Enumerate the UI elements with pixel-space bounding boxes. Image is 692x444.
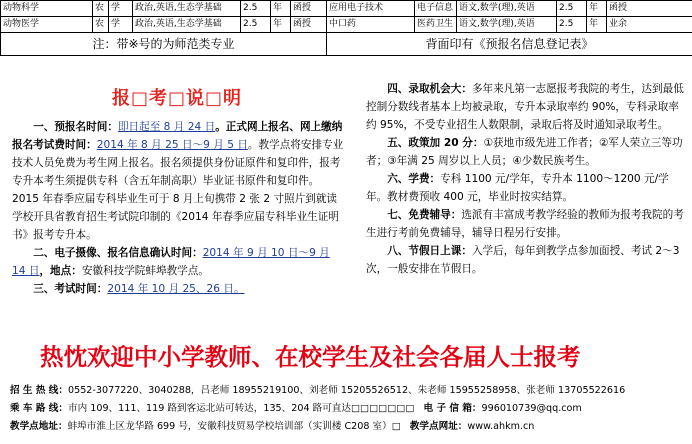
contact-hotline: 招 生 热 线：0552-3077220、3040288，吕老师 18955219100、刘老师 15205526512、朱老师 15955258958、张老师 13705522616 [10,385,626,396]
section-exam-time: 三、考试时间：2014 年 10 月 25、26 日。 [33,283,245,295]
table-note-row [1,33,692,56]
left-column [12,118,344,298]
table-row: 动物科学 农 学 政治,英语,生态学基础 2.5 年 函授 应用电子技术 电子信息 语文,数学(理),英语 2.5 年 函授 [1,1,692,17]
section-policy: 五、政策加 20 分：①获地市级先进工作者；②军人荣立三等功者；③年满 25 周岁以上人员；④少数民族考生。 [366,137,683,167]
table-note-right: 背面印有《预报名信息登记表》 [327,33,692,56]
page-title: 报□考□说□明 [112,88,243,109]
welcome-banner: 热忱欢迎中小学教师、在校学生及社会各届人士报考 [40,343,581,371]
section-tuition: 六、学费：专科 1100 元/学年，专升本 1100～1200 元/学年。教材费预收 400 元，毕业时按实结算。 [366,173,669,203]
section-photo-confirm: 二、电子摄像、报名信息确认时间：2014 年 9 月 10 日～9 月 14 日，地点：安徽科技学院蚌埠教学点。 [12,247,330,277]
table-row: 动物医学 农 学 政治,英语,生态学基础 2.5 年 函授 中口药 医药卫生 语文,数学(理),英语 2.5 年 业余 [1,17,692,33]
contact-address: 教学点地址：蚌埠市淮上区龙华路 699 号，安徽科技贸易学校培训部（实训楼 C208 室）□ 教学点网址：www.ahkm.cn [10,421,535,432]
table-note-left: 注：带※号的为师范类专业 [1,33,327,56]
major-table [0,0,692,56]
right-column [366,80,684,278]
website-link[interactable]: www.ahkm.cn [467,421,535,432]
section-holiday-classes: 八、节假日上课：入学后，每年到教学点参加面授、考试 2～3 次，一般安排在节假日。 [366,245,680,275]
section-admission: 四、录取机会大：多年来凡第一志愿报考我院的考生，达到最低控制分数线者基本上均被录取，专升本录取率约 90%，专科录取率约 95%，不受专业招生人数限制，录取后将及时通知录取考生。 [366,83,684,131]
section-registration: 一、预报名时间：即日起至 8 月 24 日。正式网上报名、网上缴纳报名考试费时间：2014 年 8 月 25 日～9 月 5 日。教学点将安排专业技术人员免费为考生网上报名。报名须提供身份证原件和复印件，报考专升本考生须提供专科（含五年制高职）毕业证书原件和复印件。2015 年春季应届专科毕业生可于 8 月上旬携带 2 张 2 寸照片到就读学校开具省教育招生考试院印制的《2014 年春季应届专科毕业生证明书》报考专升本。 [12,121,344,241]
contact-route: 乘 车 路 线：市内 109、111、119 路到客运北站可转达，135、204 路可直达□□□□□□□ 电 子 信 箱：996010739@qq.com [10,403,582,414]
email-link[interactable]: 996010739@qq.com [481,403,582,414]
section-tutoring: 七、免费辅导：选派有丰富成考教学经验的教师为报考我院的考生进行考前免费辅导，辅导日程另行安排。 [366,209,684,239]
